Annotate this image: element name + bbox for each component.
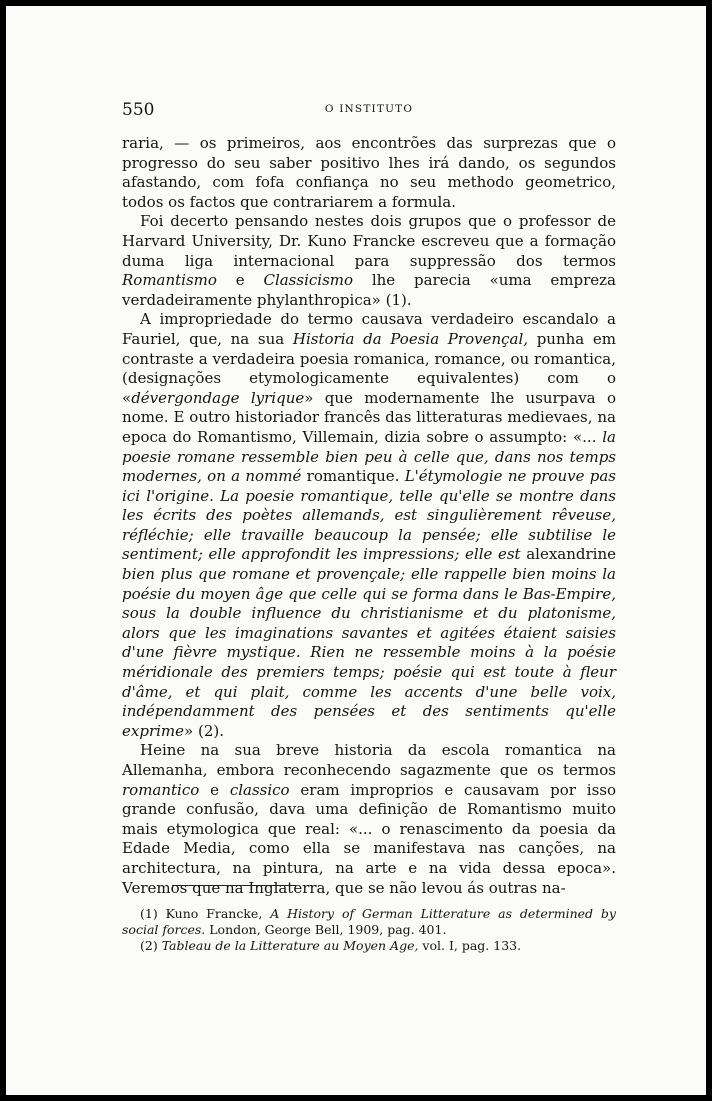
text-run: e <box>199 780 230 799</box>
text-run: romantique. <box>301 467 405 486</box>
text-run: vol. I, pag. 133. <box>418 938 522 953</box>
italic-text: Historia da Poesia Provençal, <box>292 329 529 348</box>
text-run: eram improprios e causavam por isso grande confusão, dava uma definição de Romantismo muito mais etymologica que real: «... o renascimento da poesia da Edade Media, como ella se manifestava nas canções, na architectura, na pintura, na arte e na vida dessa epoca». Veremos que na Inglaterra, que se não levou ás outras na- <box>122 780 616 897</box>
italic-text: dévergondage lyrique <box>131 388 305 407</box>
text-run: punha em contraste a verdadeira poesia romanica, romance, ou romantica, (designações etymologicamente equivalentes) com o « <box>122 329 616 407</box>
text-run: London, George Bell, 1909, pag. 401. <box>205 922 447 937</box>
footnotes <box>122 906 616 954</box>
paragraph <box>122 134 616 212</box>
running-title: O INSTITUTO <box>324 103 414 115</box>
italic-text: classico <box>229 780 290 799</box>
italic-text: Romantismo <box>122 271 217 290</box>
text-run: raria, — os primeiros, aos encontrões das surprezas que o progresso do seu saber positivo lhes irá dando, os segundos afastando, com fofa confiança no seu methodo geometrico, todos os factos que contrariarem a formula. <box>122 134 616 211</box>
italic-text: la poesie romane ressemble bien peu à celle que, dans nos temps modernes, on a nommé <box>122 427 616 486</box>
page-header <box>122 102 616 122</box>
book-page <box>6 6 706 1095</box>
italic-text: L'étymologie ne prouve pas ici l'origine. La poesie romantique, telle qu'elle se montre dans les écrits des poètes allemands, est singulièrement rêveuse, réfléchie; elle travaille beaucoup la pensée; elle subtilise le sentiment; elle approfondit les impressions; elle est <box>122 467 616 564</box>
paragraph <box>122 310 616 741</box>
text-run: (2) <box>140 938 162 953</box>
text-run: lhe parecia «uma empreza verdadeiramente phylanthropica» (1). <box>122 271 616 309</box>
text-run: Foi decerto pensando nestes dois grupos que o professor de Harvard University, Dr. Kuno Francke escreveu que a formação duma liga internacional para suppressão dos termos <box>122 212 616 270</box>
italic-text: bien plus que romane et provençale; elle rappelle bien moins la poésie du moyen âge que celle qui se forma dans le Bas-Empire, sous la double influence du christianisme et du platonisme, alors que les imaginations savantes et agitées étaient saisies d'une fièvre mystique. Rien ne ressemble moins à la poésie méridionale des premiers temps; poésie qui est toute à fleur d'âme, et qui plait, comme les accents d'une belle voix, indépendamment des pensées et des sentiments qu'elle exprime <box>122 565 616 740</box>
text-run: alexandrine <box>520 545 616 564</box>
paragraph <box>122 212 616 310</box>
footnote <box>122 938 616 954</box>
text-run: (1) Kuno Francke, <box>140 906 271 921</box>
italic-text: Classicismo <box>263 271 354 290</box>
text-run: A impropriedade do termo causava verdadeiro escandalo a Fauriel, que, na sua <box>122 310 616 348</box>
text-run: Heine na sua breve historia da escola romantica na Allemanha, embora reconhecendo sagazmente que os termos <box>122 741 616 779</box>
text-run: » (2). <box>184 721 224 740</box>
text-run: » que modernamente lhe usurpava o nome. E outro historiador francês das litteraturas medievaes, na epoca do Romantismo, Villemain, dizia sobre o assumpto: «... <box>122 388 616 446</box>
text-run: e <box>216 271 264 290</box>
italic-text: A History of German Litterature as determined by social forces. <box>122 906 616 937</box>
paragraph <box>122 741 616 898</box>
body-text <box>122 134 616 898</box>
italic-text: romantico <box>122 780 200 799</box>
footnote-divider <box>172 885 296 886</box>
page-number: 550 <box>122 100 155 120</box>
footnote <box>122 906 616 938</box>
italic-text: Tableau de la Litterature au Moyen Age, <box>161 938 419 953</box>
